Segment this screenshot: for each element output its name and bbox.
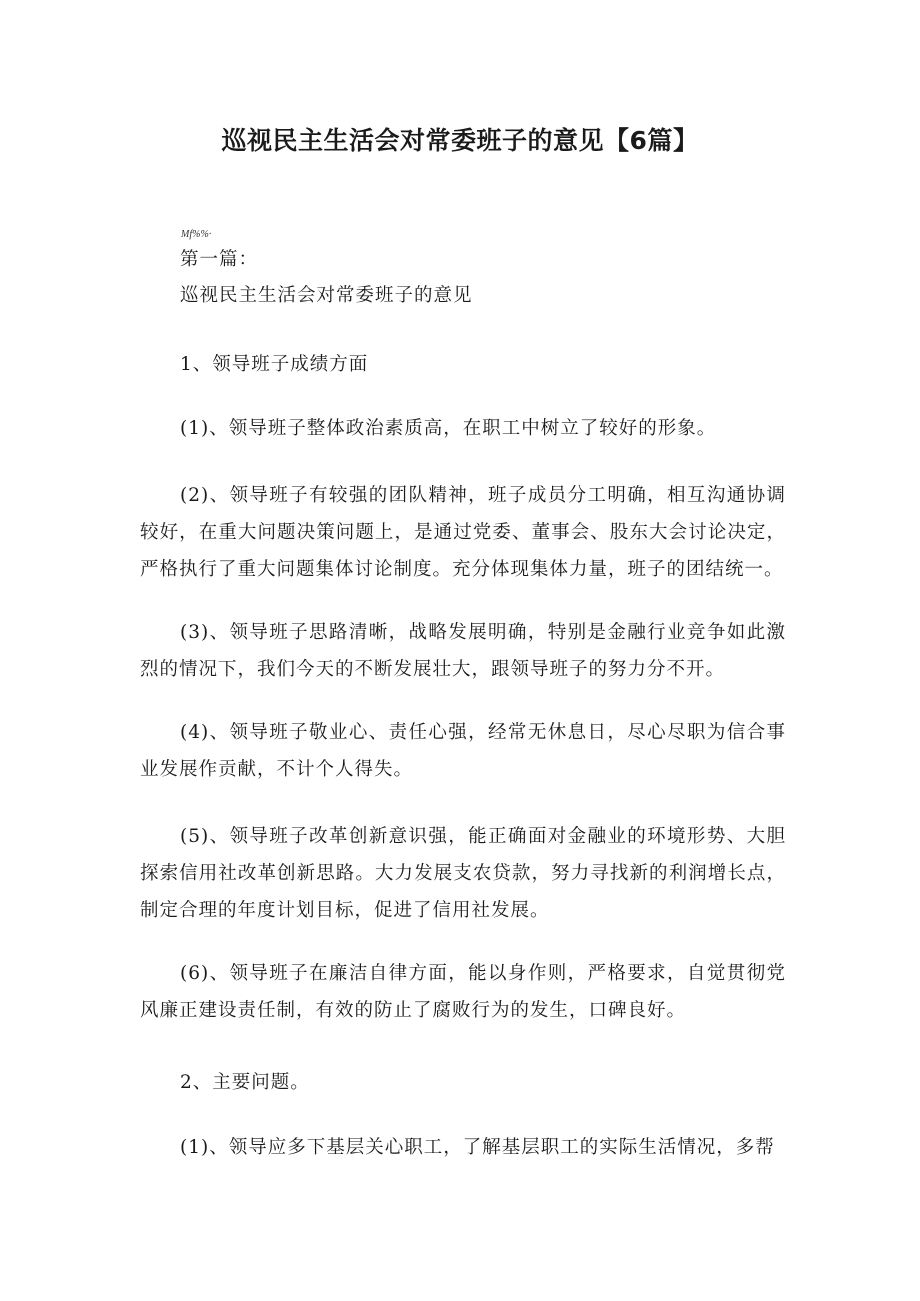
paragraph-1: (1)、领导班子整体政治素质高，在职工中树立了较好的形象。: [180, 418, 717, 439]
paragraph-6: (6)、领导班子在廉洁自律方面，能以身作则，严格要求，自觉贯彻党风廉正建设责任制，有效的防止了腐败行为的发生，口碑良好。: [140, 963, 786, 1021]
paragraph-7: (1)、领导应多下基层关心职工，了解基层职工的实际生活情况，多帮: [180, 1137, 775, 1158]
section-title: 巡视民主生活会对常委班子的意见: [180, 285, 473, 306]
section-label: 第一篇：: [180, 249, 259, 270]
document-marker: Mf%%·: [181, 229, 212, 240]
heading-achievements: 1、领导班子成绩方面: [180, 354, 369, 375]
document-title: 巡视民主生活会对常委班子的意见【6篇】: [221, 126, 699, 155]
heading-problems: 2、主要问题。: [180, 1072, 310, 1093]
paragraph-3: (3)、领导班子思路清晰，战略发展明确，特别是金融行业竞争如此激烈的情况下，我们今天的不断发展壮大，跟领导班子的努力分不开。: [140, 622, 786, 680]
paragraph-2: (2)、领导班子有较强的团队精神，班子成员分工明确，相互沟通协调较好，在重大问题决策问题上，是通过党委、董事会、股东大会讨论决定，严格执行了重大问题集体讨论制度。充分体现集体力量，班子的团结统一。: [140, 485, 786, 580]
paragraph-4: (4)、领导班子敬业心、责任心强，经常无休息日，尽心尽职为信合事业发展作贡献，不计个人得失。: [140, 722, 786, 780]
paragraph-5: (5)、领导班子改革创新意识强，能正确面对金融业的环境形势、大胆探索信用社改革创新思路。大力发展支农贷款，努力寻找新的利润增长点，制定合理的年度计划目标，促进了信用社发展。: [140, 826, 786, 921]
